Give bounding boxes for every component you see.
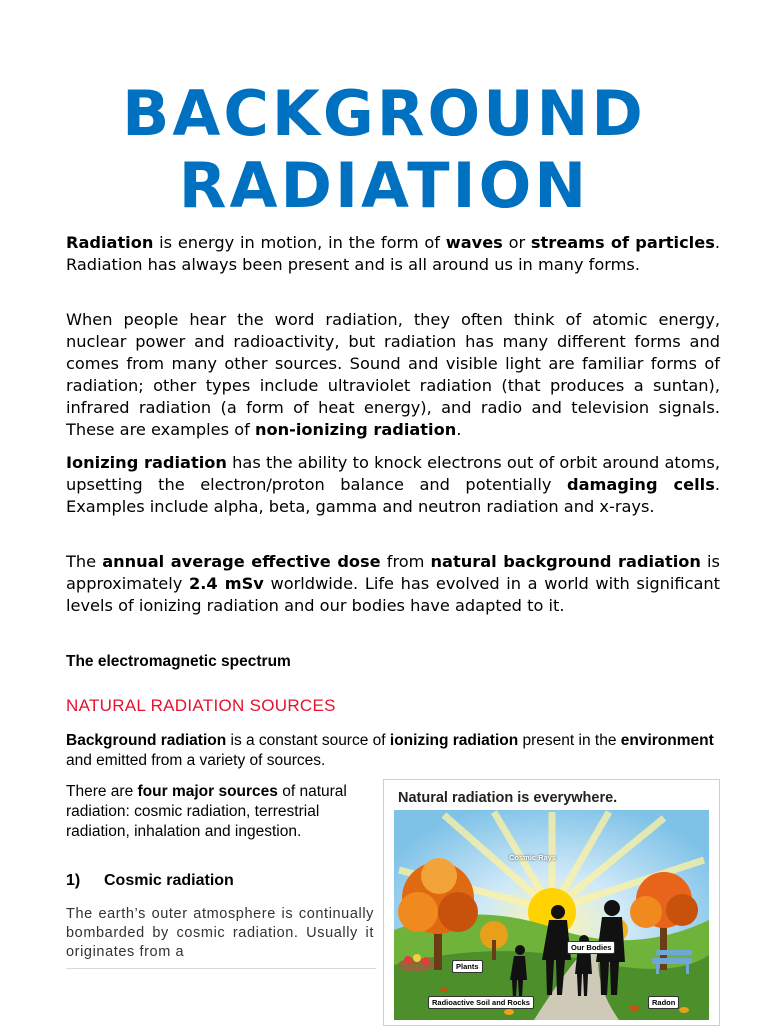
- bold-term: annual average effective dose: [102, 552, 381, 571]
- list-number: 1): [66, 872, 81, 889]
- label-radon: Radon: [648, 996, 679, 1009]
- bold-term: Radiation: [66, 233, 154, 252]
- bold-term: waves: [445, 233, 503, 252]
- divider: [66, 968, 376, 969]
- cosmic-heading-text: Cosmic radiation: [104, 872, 234, 889]
- paragraph-four-sources: [66, 782, 356, 842]
- bold-term: non-ionizing radiation: [254, 420, 457, 439]
- bold-term: 2.4 mSv: [188, 574, 264, 593]
- text: has the ability to knock electrons out of orbit around atoms, upsetting the electron/proton balance and potentially: [66, 453, 720, 494]
- text: is energy in motion, in the form of: [153, 233, 446, 252]
- illustration-scene: [384, 780, 719, 1025]
- title-line-2: RADIATION: [178, 149, 590, 222]
- cosmic-radiation-text: The earth’s outer atmosphere is continually bombarded by cosmic radiation. Usually it originates from a: [66, 906, 374, 960]
- bold-term: damaging cells: [567, 475, 715, 494]
- bold-term: Background radiation: [66, 732, 227, 749]
- natural-radiation-illustration: [383, 779, 720, 1026]
- text: is approximately: [66, 552, 720, 593]
- cosmic-radiation-heading: [66, 872, 234, 890]
- text: is a constant source of: [226, 732, 390, 749]
- text: The: [66, 552, 103, 571]
- text: When people hear the word radiation, they often think of atomic energy, nuclear power and radioactivity, but radiation has many different forms and comes from many other sources. Sound and visible light are familiar forms of radiation; other types include ultraviolet radiation (that produces a suntan), infrared radiation (a form of heat energy), and radio and television signals. These are examples of: [66, 310, 720, 439]
- text: . Radiation has always been present and is all around us in many forms.: [66, 233, 720, 274]
- bold-term: ionizing radiation: [389, 732, 519, 749]
- paragraph-background-radiation: [66, 731, 726, 771]
- text: .: [456, 420, 462, 439]
- text: worldwide. Life has evolved in a world with significant levels of ionizing radiation and our bodies have adapted to it.: [66, 574, 720, 615]
- electromagnetic-spectrum-heading: The electromagnetic spectrum: [66, 653, 291, 670]
- text: present in the: [518, 732, 621, 749]
- label-our-bodies: Our Bodies: [567, 941, 615, 954]
- paragraph-radiation-definition: [66, 232, 720, 276]
- bold-term: four major sources: [137, 783, 278, 800]
- bold-term: Ionizing radiation: [66, 453, 227, 472]
- paragraph-forms-of-radiation: [66, 309, 720, 441]
- bold-term: environment: [620, 732, 714, 749]
- text: from: [380, 552, 431, 571]
- title-line-1: BACKGROUND: [122, 77, 646, 150]
- text: and emitted from a variety of sources.: [66, 752, 326, 769]
- paragraph-ionizing-radiation: [66, 452, 720, 518]
- text: of natural radiation: cosmic radiation, terrestrial radiation, inhalation and ingestion.: [66, 783, 347, 840]
- label-cosmic-rays: Cosmic Rays: [509, 853, 557, 862]
- label-plants: Plants: [452, 960, 483, 973]
- paragraph-annual-dose: [66, 551, 720, 617]
- text: or: [502, 233, 531, 252]
- bold-term: natural background radiation: [430, 552, 701, 571]
- natural-radiation-sources-heading: NATURAL RADIATION SOURCES: [66, 696, 336, 715]
- illustration-title: Natural radiation is everywhere.: [398, 790, 618, 806]
- text: There are: [66, 783, 138, 800]
- text: . Examples include alpha, beta, gamma and neutron radiation and x-rays.: [66, 475, 720, 516]
- bold-term: streams of particles: [530, 233, 715, 252]
- label-radioactive-soil: Radioactive Soil and Rocks: [428, 996, 534, 1009]
